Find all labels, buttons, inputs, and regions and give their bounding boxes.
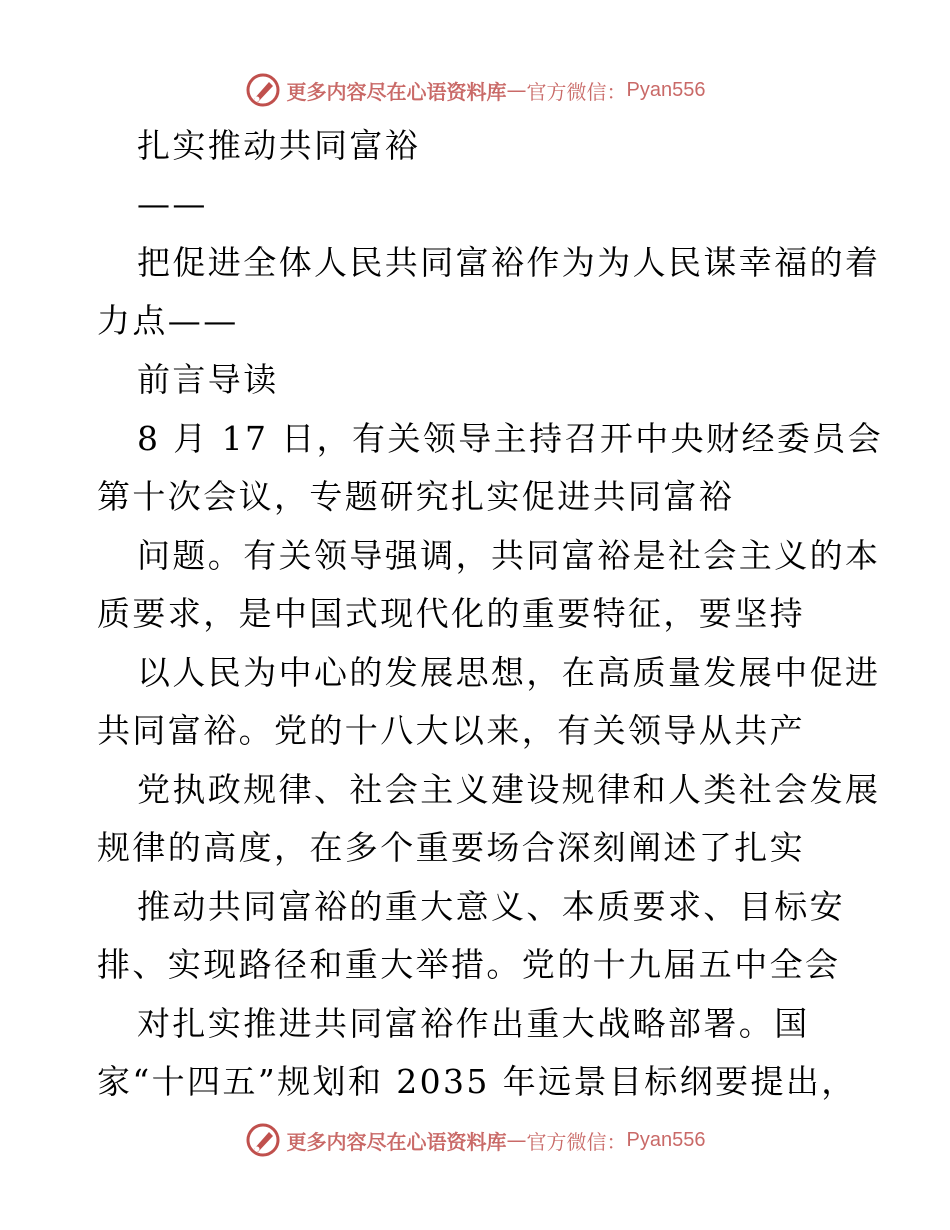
body-line: 质要求，是中国式现代化的重要特征，要坚持 <box>97 594 805 633</box>
section-heading: 前言导读 <box>137 360 279 399</box>
body-line: 共同富裕。党的十八大以来，有关领导从共产 <box>97 711 805 750</box>
watermark-wechat-id: Pyan556 <box>626 78 706 101</box>
body-line: 8 月 17 日，有关领导主持召开中央财经委员会 <box>137 419 884 458</box>
watermark-wechat-id: Pyan556 <box>626 1128 706 1151</box>
body-line: 党执政规律、社会主义建设规律和人类社会发展 <box>137 770 881 809</box>
pen-logo-icon <box>245 72 281 108</box>
watermark-site-name: 更多内容尽在心语资料库 <box>286 79 507 104</box>
body-line: 对扎实推进共同富裕作出重大战略部署。国 <box>137 1004 810 1043</box>
watermark-site-name: 更多内容尽在心语资料库 <box>286 1129 507 1154</box>
body-line: 排、实现路径和重大举措。党的十九届五中全会 <box>97 945 841 984</box>
body-line: 以人民为中心的发展思想，在高质量发展中促进 <box>137 653 881 692</box>
pen-logo-icon <box>245 1122 281 1158</box>
body-line: 推动共同富裕的重大意义、本质要求、目标安 <box>137 887 845 926</box>
watermark-separator: — <box>506 1128 527 1152</box>
watermark-footer <box>0 1118 950 1162</box>
body-line: 第十次会议，专题研究扎实促进共同富裕 <box>97 477 735 516</box>
watermark-official-label: 官方微信： <box>526 1129 627 1154</box>
watermark-official-label: 官方微信： <box>526 79 627 104</box>
document-title: 扎实推动共同富裕 <box>137 126 421 165</box>
subtitle-line-2: 力点—— <box>97 301 239 340</box>
title-dash: —— <box>137 184 208 223</box>
body-line: 家“十四五”规划和 2035 年远景目标纲要提出， <box>97 1062 857 1101</box>
subtitle-line-1: 把促进全体人民共同富裕作为为人民谋幸福的着 <box>137 243 881 282</box>
body-line: 规律的高度，在多个重要场合深刻阐述了扎实 <box>97 828 805 867</box>
body-line: 问题。有关领导强调，共同富裕是社会主义的本 <box>137 536 881 575</box>
watermark-separator: — <box>506 78 527 102</box>
watermark-header <box>0 68 950 112</box>
